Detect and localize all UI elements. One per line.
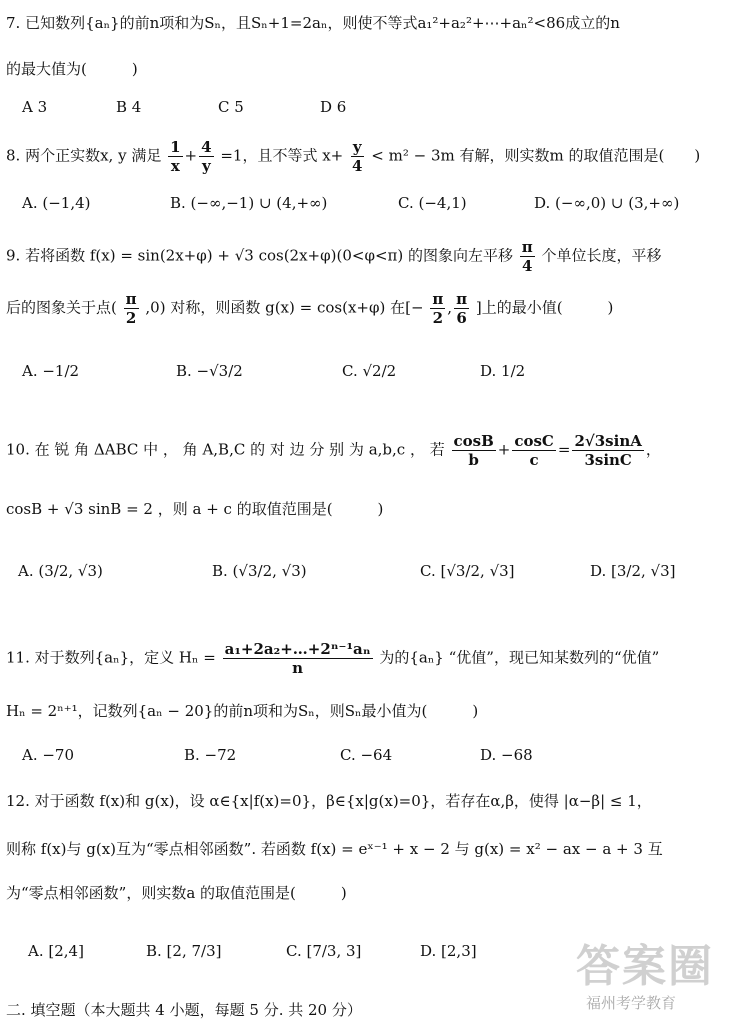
q10-option-d: D. [3/2, √3]: [590, 562, 676, 580]
q7-stem-line1: 7. 已知数列{aₙ}的前n项和为Sₙ，且Sₙ+1=2aₙ，则使不等式a₁²+a₂²+⋯+aₙ²<86成立的n: [6, 14, 620, 32]
q7-option-d: D 6: [320, 98, 347, 116]
q8-option-b: B. (−∞,−1) ∪ (4,+∞): [170, 194, 328, 212]
q9-option-a: A. −1/2: [22, 362, 80, 380]
q9-stem-part3: 后的图象关于点(: [6, 298, 117, 317]
q7-option-b: B 4: [116, 98, 142, 116]
q9-stem-line2: 后的图象关于点( $\frac{\pi}{2}$ ,0) 对称，则函数 g(x) = cos(x+φ) 在[− $\frac{\pi}{2}$ , $\frac{\pi}{6}$ ]上的最小值( ): [6, 290, 614, 327]
q9-fraction-pi-over-6: $\frac{\pi}{6}$: [456, 290, 468, 327]
q10-option-c: C. [√3/2, √3]: [420, 562, 515, 580]
q7-stem-line2: 的最大值为( ): [6, 60, 138, 78]
q11-stem-part1: 11. 对于数列{aₙ}，定义 Hₙ =: [6, 648, 216, 667]
q12-stem-line3: 为“零点相邻函数”，则实数a 的取值范围是( ): [6, 884, 347, 902]
q9-fraction-pi-over-4: $\frac{\pi}{4}$: [521, 238, 533, 275]
q10-fraction-rhs: $\frac{2√3\sin A}{3\sin C}$: [574, 432, 642, 469]
q11-option-c: C. −64: [340, 746, 393, 764]
q12-stem-line2: 则称 f(x)与 g(x)互为“零点相邻函数”. 若函数 f(x) = eˣ⁻¹ + x − 2 与 g(x) = x² − ax − a + 3 互: [6, 840, 663, 858]
section-heading-fill-in: 二. 填空题（本大题共 4 小题，每题 5 分. 共 20 分）: [6, 1001, 362, 1019]
q11-stem-line2: Hₙ = 2ⁿ⁺¹，记数列{aₙ − 20}的前n项和为Sₙ，则Sₙ最小值为( ): [6, 702, 479, 720]
q12-stem-line1: 12. 对于函数 f(x)和 g(x)，设 α∈{x|f(x)=0}，β∈{x|g(x)=0}，若存在α,β，使得 |α−β| ≤ 1，: [6, 792, 652, 810]
q10-stem-line2: cosB + √3 sinB = 2 ，则 a + c 的取值范围是( ): [6, 500, 384, 518]
q12-option-a: A. [2,4]: [28, 942, 84, 960]
q11-fraction-H: $\frac{\text{a₁+2a₂+…+2ⁿ⁻¹aₙ}}{n}$: [224, 640, 371, 677]
q8-fraction-4-over-y: $\frac{4}{y}$: [201, 138, 212, 175]
q8-stem-part2: =1，且不等式 x+: [220, 146, 344, 165]
watermark-logo: 答案圈: [576, 941, 714, 992]
q9-option-c: C. √2/2: [342, 362, 397, 380]
q10-stem-part1: 10. 在 锐 角 ΔABC 中 ， 角 A,B,C 的 对 边 分 别 为 a,b,c ， 若: [6, 440, 445, 459]
q9-stem-part4: ,0) 对称，则函数 g(x) = cos(x+φ) 在[−: [145, 298, 424, 317]
q8-stem-part3: < m² − 3m 有解，则实数m 的取值范围是( ): [371, 146, 701, 165]
q11-stem-line1: [6, 640, 750, 677]
q9-stem-line1: [6, 238, 750, 275]
q11-stem-part2: 为的{aₙ} “优值”，现已知某数列的“优值”: [379, 648, 660, 667]
q11-option-b: B. −72: [184, 746, 237, 764]
q12-option-b: B. [2, 7/3]: [146, 942, 222, 960]
q10-fraction-cosB-over-b: $\frac{\cos B}{b}$: [453, 432, 494, 469]
q9-option-b: B. −√3/2: [176, 362, 243, 380]
q8-option-d: D. (−∞,0) ∪ (3,+∞): [534, 194, 680, 212]
q9-fraction-pi-over-2: $\frac{\pi}{2}$: [125, 290, 137, 327]
q10-fraction-cosC-over-c: $\frac{\cos C}{c}$: [514, 432, 554, 469]
q9-option-d: D. 1/2: [480, 362, 526, 380]
q9-stem-part1: 9. 若将函数 f(x) = sin(2x+φ) + √3 cos(2x+φ)(0<φ<π) 的图象向左平移: [6, 246, 513, 265]
q8-stem-part1: 8. 两个正实数x, y 满足: [6, 146, 162, 165]
q11-option-d: D. −68: [480, 746, 533, 764]
q8-stem: 8. 两个正实数x, y 满足 $\frac{1}{x}$ + $\frac{4}{y}$ =1，且不等式 x+ $\frac{y}{4}$ < m² − 3m 有解，则实数m 的取值范围是( ): [6, 138, 701, 175]
q8-fraction-y-over-4: $\frac{y}{4}$: [352, 138, 363, 175]
q10-option-a: A. (3/2, √3): [18, 562, 103, 580]
watermark-text: 福州考学教育: [586, 994, 677, 1012]
q10-stem-line1: 10. 在 锐 角 ΔABC 中 ， 角 A,B,C 的 对 边 分 别 为 a,b,c ， 若 $\frac{\cos B}{b}$ + $\frac{\cos C}{c}$ = $\frac{2√3\sin A}{3\sin C}$ ，: [6, 432, 661, 469]
q12-option-c: C. [7/3, 3]: [286, 942, 362, 960]
q8-option-a: A. (−1,4): [22, 194, 91, 212]
q9-stem-part5: ]上的最小值( ): [475, 298, 614, 317]
q7-option-c: C 5: [218, 98, 244, 116]
q8-option-c: C. (−4,1): [398, 194, 467, 212]
watermark: [576, 930, 746, 1020]
q12-option-d: D. [2,3]: [420, 942, 477, 960]
q11-option-a: A. −70: [22, 746, 75, 764]
q9-stem-part2: 个单位长度，平移: [541, 246, 662, 265]
q9-fraction-pi-over-2b: $\frac{\pi}{2}$: [432, 290, 444, 327]
q7-option-a: A 3: [22, 98, 48, 116]
q8-fraction-1-over-x: $\frac{1}{x}$: [170, 138, 181, 175]
q10-option-b: B. (√3/2, √3): [212, 562, 307, 580]
